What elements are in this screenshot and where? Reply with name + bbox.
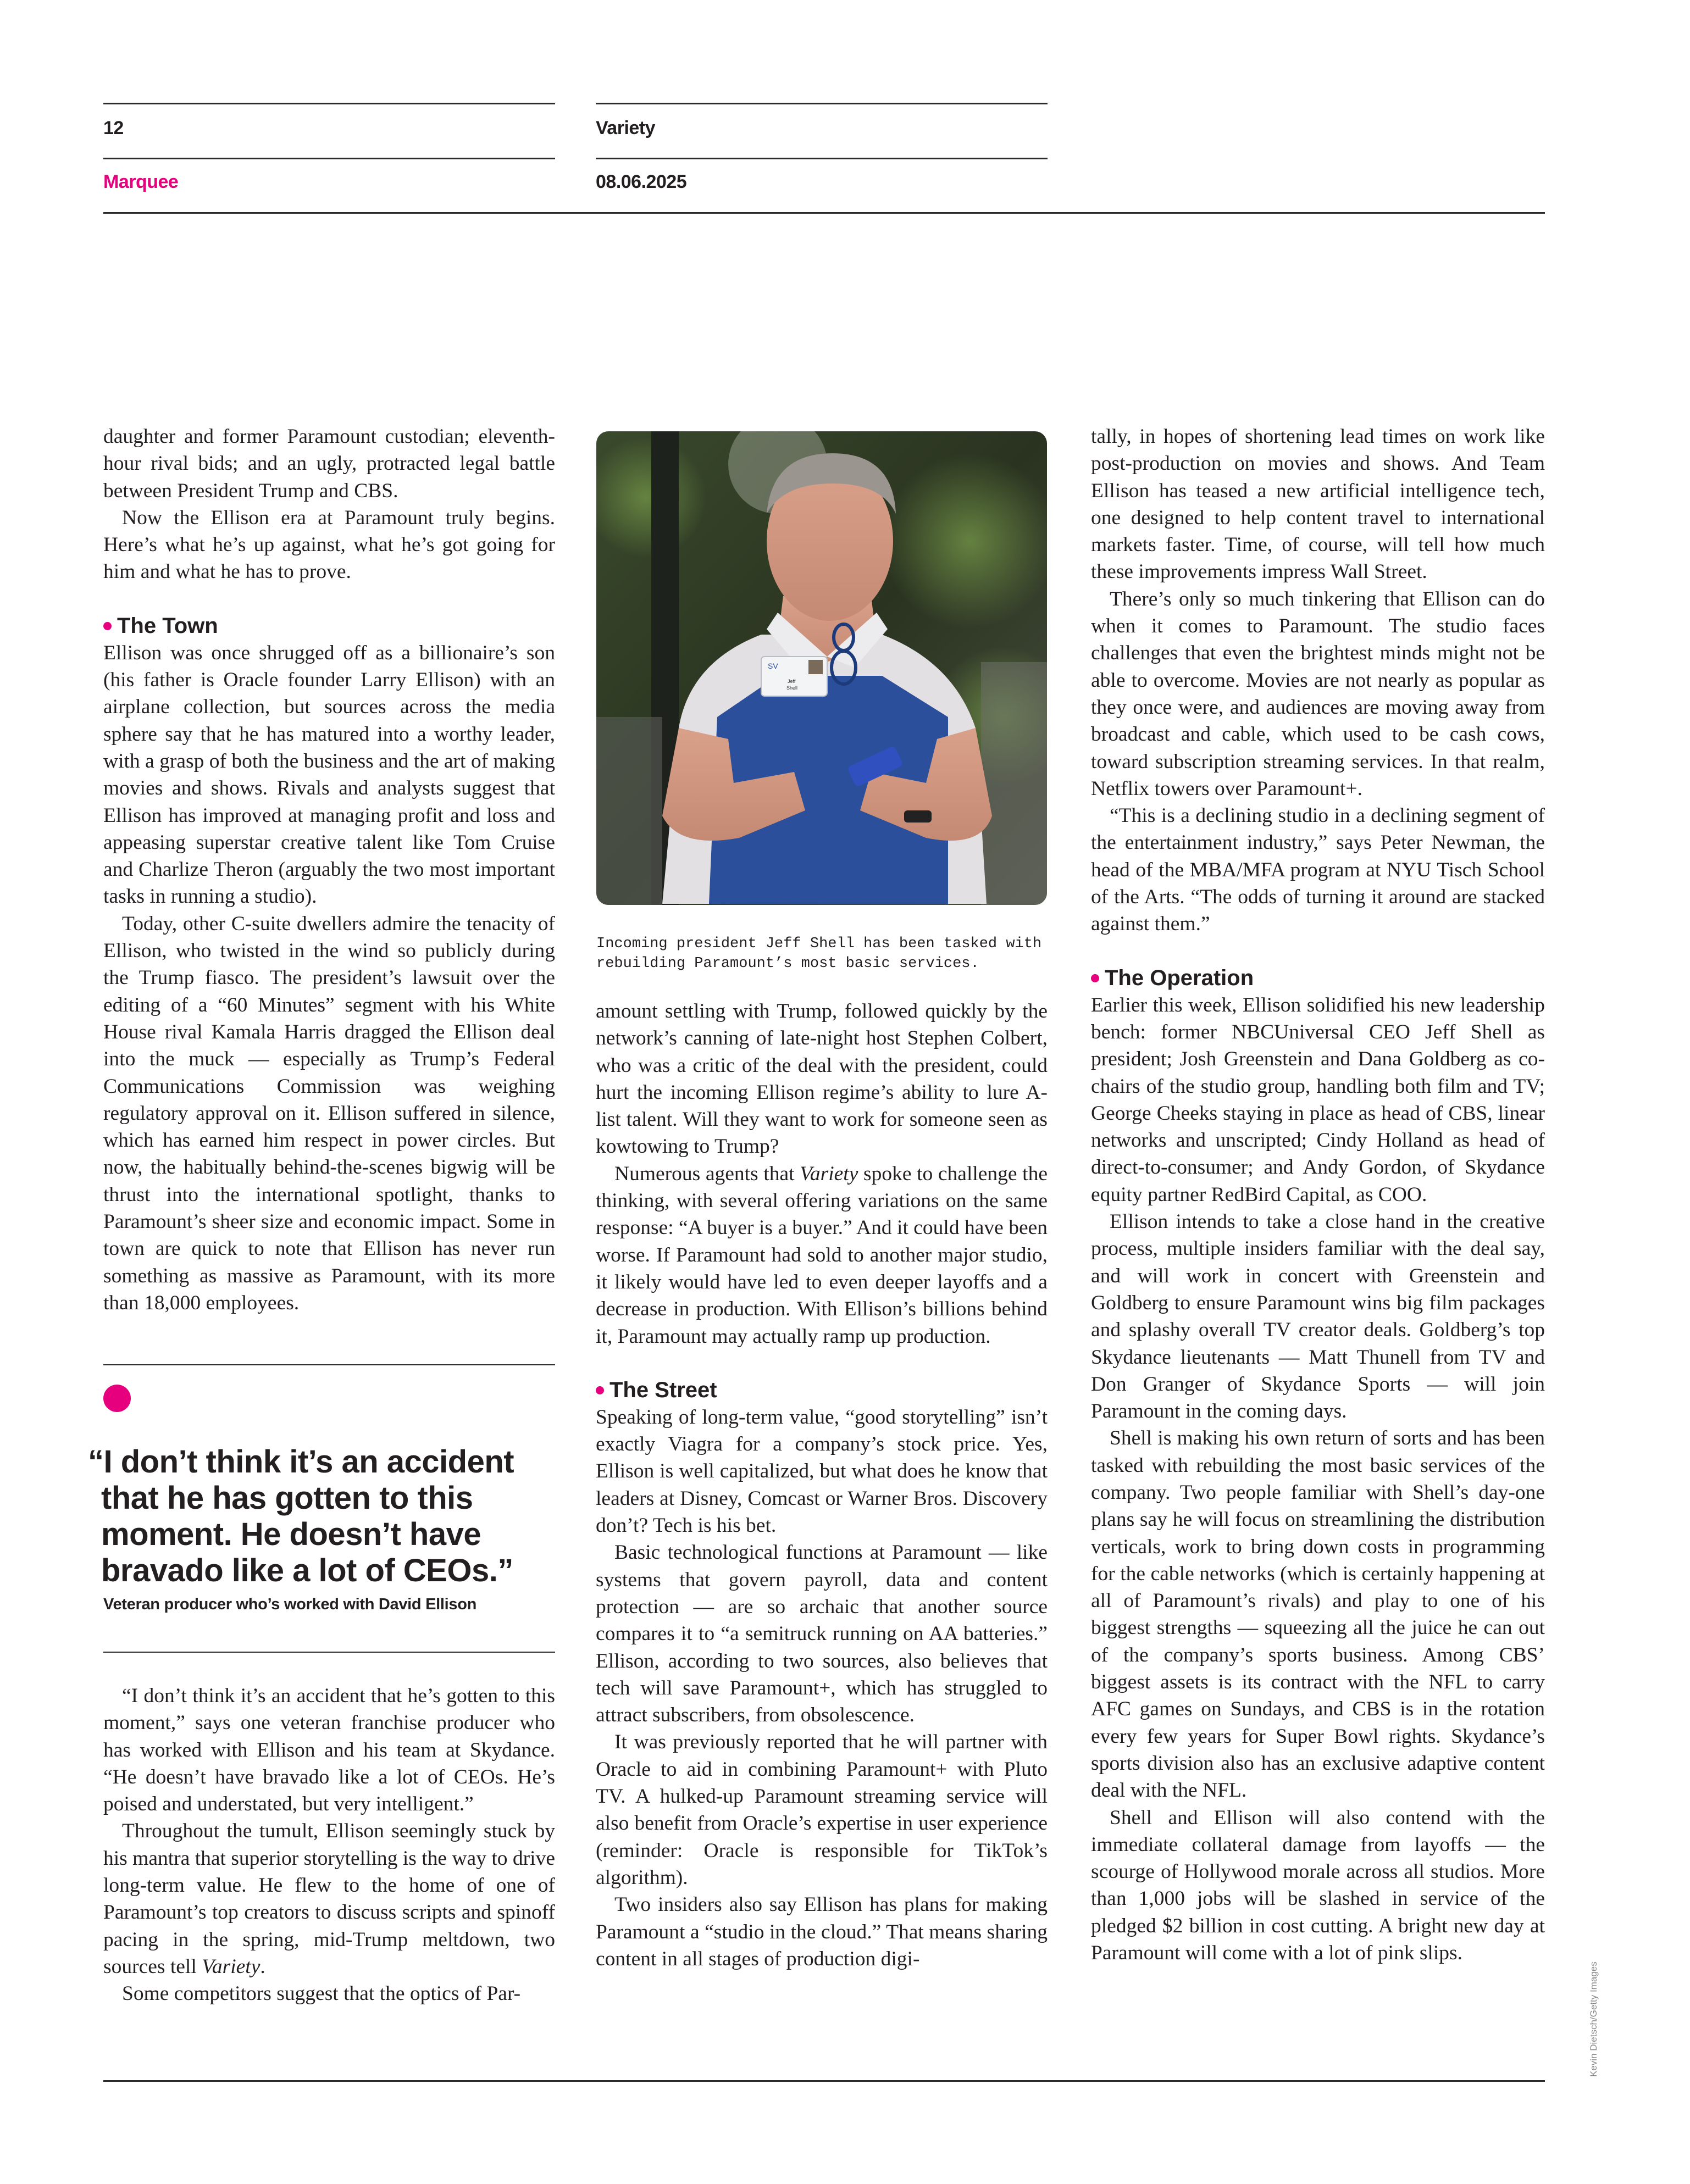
footer-rule <box>103 2080 1545 2082</box>
bullet-dot-icon <box>596 1386 604 1394</box>
section-heading-text: The Town <box>117 613 218 638</box>
paragraph: “This is a declining studio in a declining segment of the entertainment industry,” says Peter Newman, the head of the MBA/MFA program at NYU Tisch School of the Arts. “The odds of turning it around are stacked against them.” <box>1091 804 1545 936</box>
paragraph: Shell and Ellison will also contend with the immediate collateral damage from layoffs — the scourge of Hollywood morale across all studios. More than 1,000 jobs will be slashed in service of the pledged $2 billion in cost cutting. A bright new day at Paramount will come with a lot of pink slips. <box>1091 1806 1545 1965</box>
italic-publication-name: Variety <box>800 1162 858 1185</box>
bullet-dot-icon <box>103 622 112 630</box>
paragraph: It was previously reported that he will partner with Oracle to aid in combining Paramount+ with Pluto TV. A hulked-up Paramount streaming service will also benefit from Oracle’s expertise in user experience (reminder: Oracle is responsible for TikTok’s algorithm). <box>596 1731 1048 1889</box>
pull-quote-line: that he has gotten to this <box>101 1480 473 1516</box>
pullquote-rule-bottom <box>103 1652 555 1653</box>
issue-date: 08.06.2025 <box>596 171 687 192</box>
pull-quote-line: bravado like a lot of CEOs.” <box>101 1553 513 1588</box>
paragraph: Ellison was once shrugged off as a billionaire’s son (his father is Oracle founder Larry Ellison) with an airplane collection, but sources across the media sphere say that he has matured into a worthy leader, with a grasp of both the business and the art of making movies and shows. Rivals and analysts suggest that Ellison has improved at managing profit and loss and appeasing superstar creative talent like Tom Cruise and Charlize Theron (arguably the two most important tasks in running a studio). <box>103 641 555 908</box>
svg-text:Jeff: Jeff <box>788 679 796 684</box>
photo-credit: Kevin Dietsch/Getty Images <box>1588 1961 1599 2077</box>
paragraph: daughter and former Paramount custodian; eleventh-hour rival bids; and an ugly, protracted legal battle between President Trump and CBS. <box>103 425 555 502</box>
pull-quote-line: “I don’t think it’s an accident <box>88 1444 514 1480</box>
paragraph: tally, in hopes of shortening lead times on work like post-production on movies and shows. And Team Ellison has teased a new artificial intelligence tech, one designed to help content travel to international markets faster. Time, of course, will tell how much these improvements impress Wall Street. <box>1091 425 1545 583</box>
article-column-right <box>1091 423 1545 1966</box>
paragraph: Now the Ellison era at Paramount truly begins. Here’s what he’s up against, what he’s got going for him and what he has to prove. <box>103 506 555 583</box>
paragraph: “I don’t think it’s an accident that he’s gotten to this moment,” says one veteran franchise producer who has worked with Ellison and his team at Skydance. “He doesn’t have bravado like a lot of CEOs. He’s poised and understated, but very intelligent.” <box>103 1685 555 1816</box>
paragraph: amount settling with Trump, followed quickly by the network’s canning of late-night host Stephen Colbert, who was a critic of the deal with the president, could hurt the incoming Ellison regime’s ability to lure A-list talent. Will they want to work for someone seen as kowtowing to Trump? <box>596 1000 1048 1158</box>
header-rule-left-mid <box>103 158 555 159</box>
header-rule-mid-mid <box>596 158 1048 159</box>
paragraph: Ellison intends to take a close hand in the creative process, multiple insiders familiar with the deal say, and will work in concert with Greenstein and Goldberg to ensure Paramount wins big film packages and splashy overall TV creator deals. Goldberg’s top Skydance lieutenants — Matt Thunell from TV and Don Granger of Skydance Sports — will join Paramount in the coming days. <box>1091 1210 1545 1423</box>
italic-publication-name: Variety <box>202 1955 261 1978</box>
text-run: . <box>260 1955 265 1978</box>
paragraph: Earlier this week, Ellison solidified his new leadership bench: former NBCUniversal CEO Jeff Shell as president; Josh Greenstein and Dana Goldberg as co-chairs of the studio group, handling both film and TV; George Cheeks staying in place as head of CBS, linear networks and unscripted; Cindy Holland as head of direct-to-consumer; and Andy Gordon, of Skydance equity partner RedBird Capital, as COO. <box>1091 993 1545 1206</box>
paragraph: Two insiders also say Ellison has plans for making Paramount a “studio in the cloud.” That means sharing content in all stages of production digi- <box>596 1893 1048 1970</box>
svg-text:Shell: Shell <box>786 685 798 691</box>
paragraph: Today, other C-suite dwellers admire the tenacity of Ellison, who twisted in the wind so publicly during the Trump fiasco. The president’s lawsuit over the editing of a “60 Minutes” segment with his White House rival Kamala Harris dragged the Ellison deal into the muck — especially as Trump’s Federal Communications Commission was weighing regulatory approval on it. Ellison suffered in silence, which has earned him respect in power circles. But now, the habitually behind-the-scenes bigwig will be thrust into the international spotlight, thanks to Paramount’s sheer size and economic impact. Some in town are quick to note that Ellison has never run something as massive as Paramount, with its more than 18,000 employees. <box>103 912 555 1314</box>
section-label: Marquee <box>103 171 179 192</box>
header-rule-left-top <box>103 103 555 104</box>
paragraph: Some competitors suggest that the optics of Par- <box>122 1982 521 2005</box>
pullquote-rule-top <box>103 1364 555 1365</box>
bullet-dot-icon <box>1091 974 1099 982</box>
section-heading-the-town <box>103 613 555 640</box>
section-heading-text: The Street <box>609 1377 717 1402</box>
pullquote-dot-icon <box>103 1385 131 1412</box>
text-run: Throughout the tumult, Ellison seemingly stuck by his mantra that superior storytelling is the way to drive long-term value. He flew to the home of one of Paramount’s top creators to discuss scripts and spinoff pacing in the spring, mid-Trump meltdown, two sources tell <box>103 1820 555 1978</box>
paragraph <box>596 1160 1048 1350</box>
svg-text:SV: SV <box>768 662 778 670</box>
paragraph: Speaking of long-term value, “good storytelling” isn’t exactly Viagra for a company’s stock price. Yes, Ellison is well capitalized, but what does he know that leaders at Disney, Comcast or Warner Bros. Discovery don’t? Tech is his bet. <box>596 1405 1048 1537</box>
paragraph: There’s only so much tinkering that Ellison can do when it comes to Paramount. The studio faces challenges that even the brightest minds might not be able to overcome. Movies are not nearly as popular as they once were, and audiences are moving away from broadcast and cable, which used to be cash cows, toward subscription streaming services. In that realm, Netflix towers over Paramount+. <box>1091 587 1545 800</box>
article-column-middle <box>596 998 1048 1972</box>
article-column-left-bottom <box>103 1682 555 2008</box>
paragraph: Shell is making his own return of sorts and has been tasked with rebuilding the most basic services of the company. Two people familiar with Shell’s day-one plans say he will focus on streamlining the distribution verticals, work to bring down costs in programming for the cable networks (which is certainly happening at all of Paramount’s rivals) and play to one of his biggest strengths — squeezing all the juice he can out of the company’s sports business. Among CBS’ biggest assets is its contract with the NFL to carry AFC games on Sundays, and CBS is in the rotation every few years for Super Bowl rights. Skydance’s sports division also has an exclusive adaptive content deal with the NFL. <box>1091 1427 1545 1802</box>
section-heading-the-street <box>596 1377 1048 1404</box>
article-photo <box>596 431 1047 905</box>
publication-name: Variety <box>596 118 656 138</box>
pull-quote-line: moment. He doesn’t have <box>101 1516 481 1552</box>
header-rule-mid-top <box>596 103 1048 104</box>
paragraph <box>103 1818 555 1980</box>
photo-caption: Incoming president Jeff Shell has been tasked with rebuilding Paramount’s most basic services. <box>596 936 1042 972</box>
pull-quote <box>88 1444 561 1589</box>
paragraph: Basic technological functions at Paramount — like systems that govern payroll, data and content protection — are so archaic that another source compares it to “a semitruck running on AA batteries.” Ellison, according to two sources, also believes that tech will save Paramount+, which has struggled to attract subscribers, from obsolescence. <box>596 1541 1048 1727</box>
section-heading-the-operation <box>1091 965 1545 992</box>
section-heading-text: The Operation <box>1105 965 1254 990</box>
photo-illustration <box>596 431 1047 905</box>
article-column-left-top <box>103 423 555 1316</box>
text-run: spoke to challenge the thinking, with several offering variations on the same response: “A buyer is a buyer.” And it could have been worse. If Paramount had sold to another major studio, it likely would have led to even deeper layoffs and a decrease in production. With Ellison’s billions behind it, Paramount may actually ramp up production. <box>596 1162 1048 1348</box>
page-number: 12 <box>103 118 124 138</box>
pull-quote-attribution: Veteran producer who’s worked with David Ellison <box>103 1596 477 1613</box>
text-run: Numerous agents that <box>614 1162 800 1185</box>
header-rule-bottom <box>103 212 1545 214</box>
